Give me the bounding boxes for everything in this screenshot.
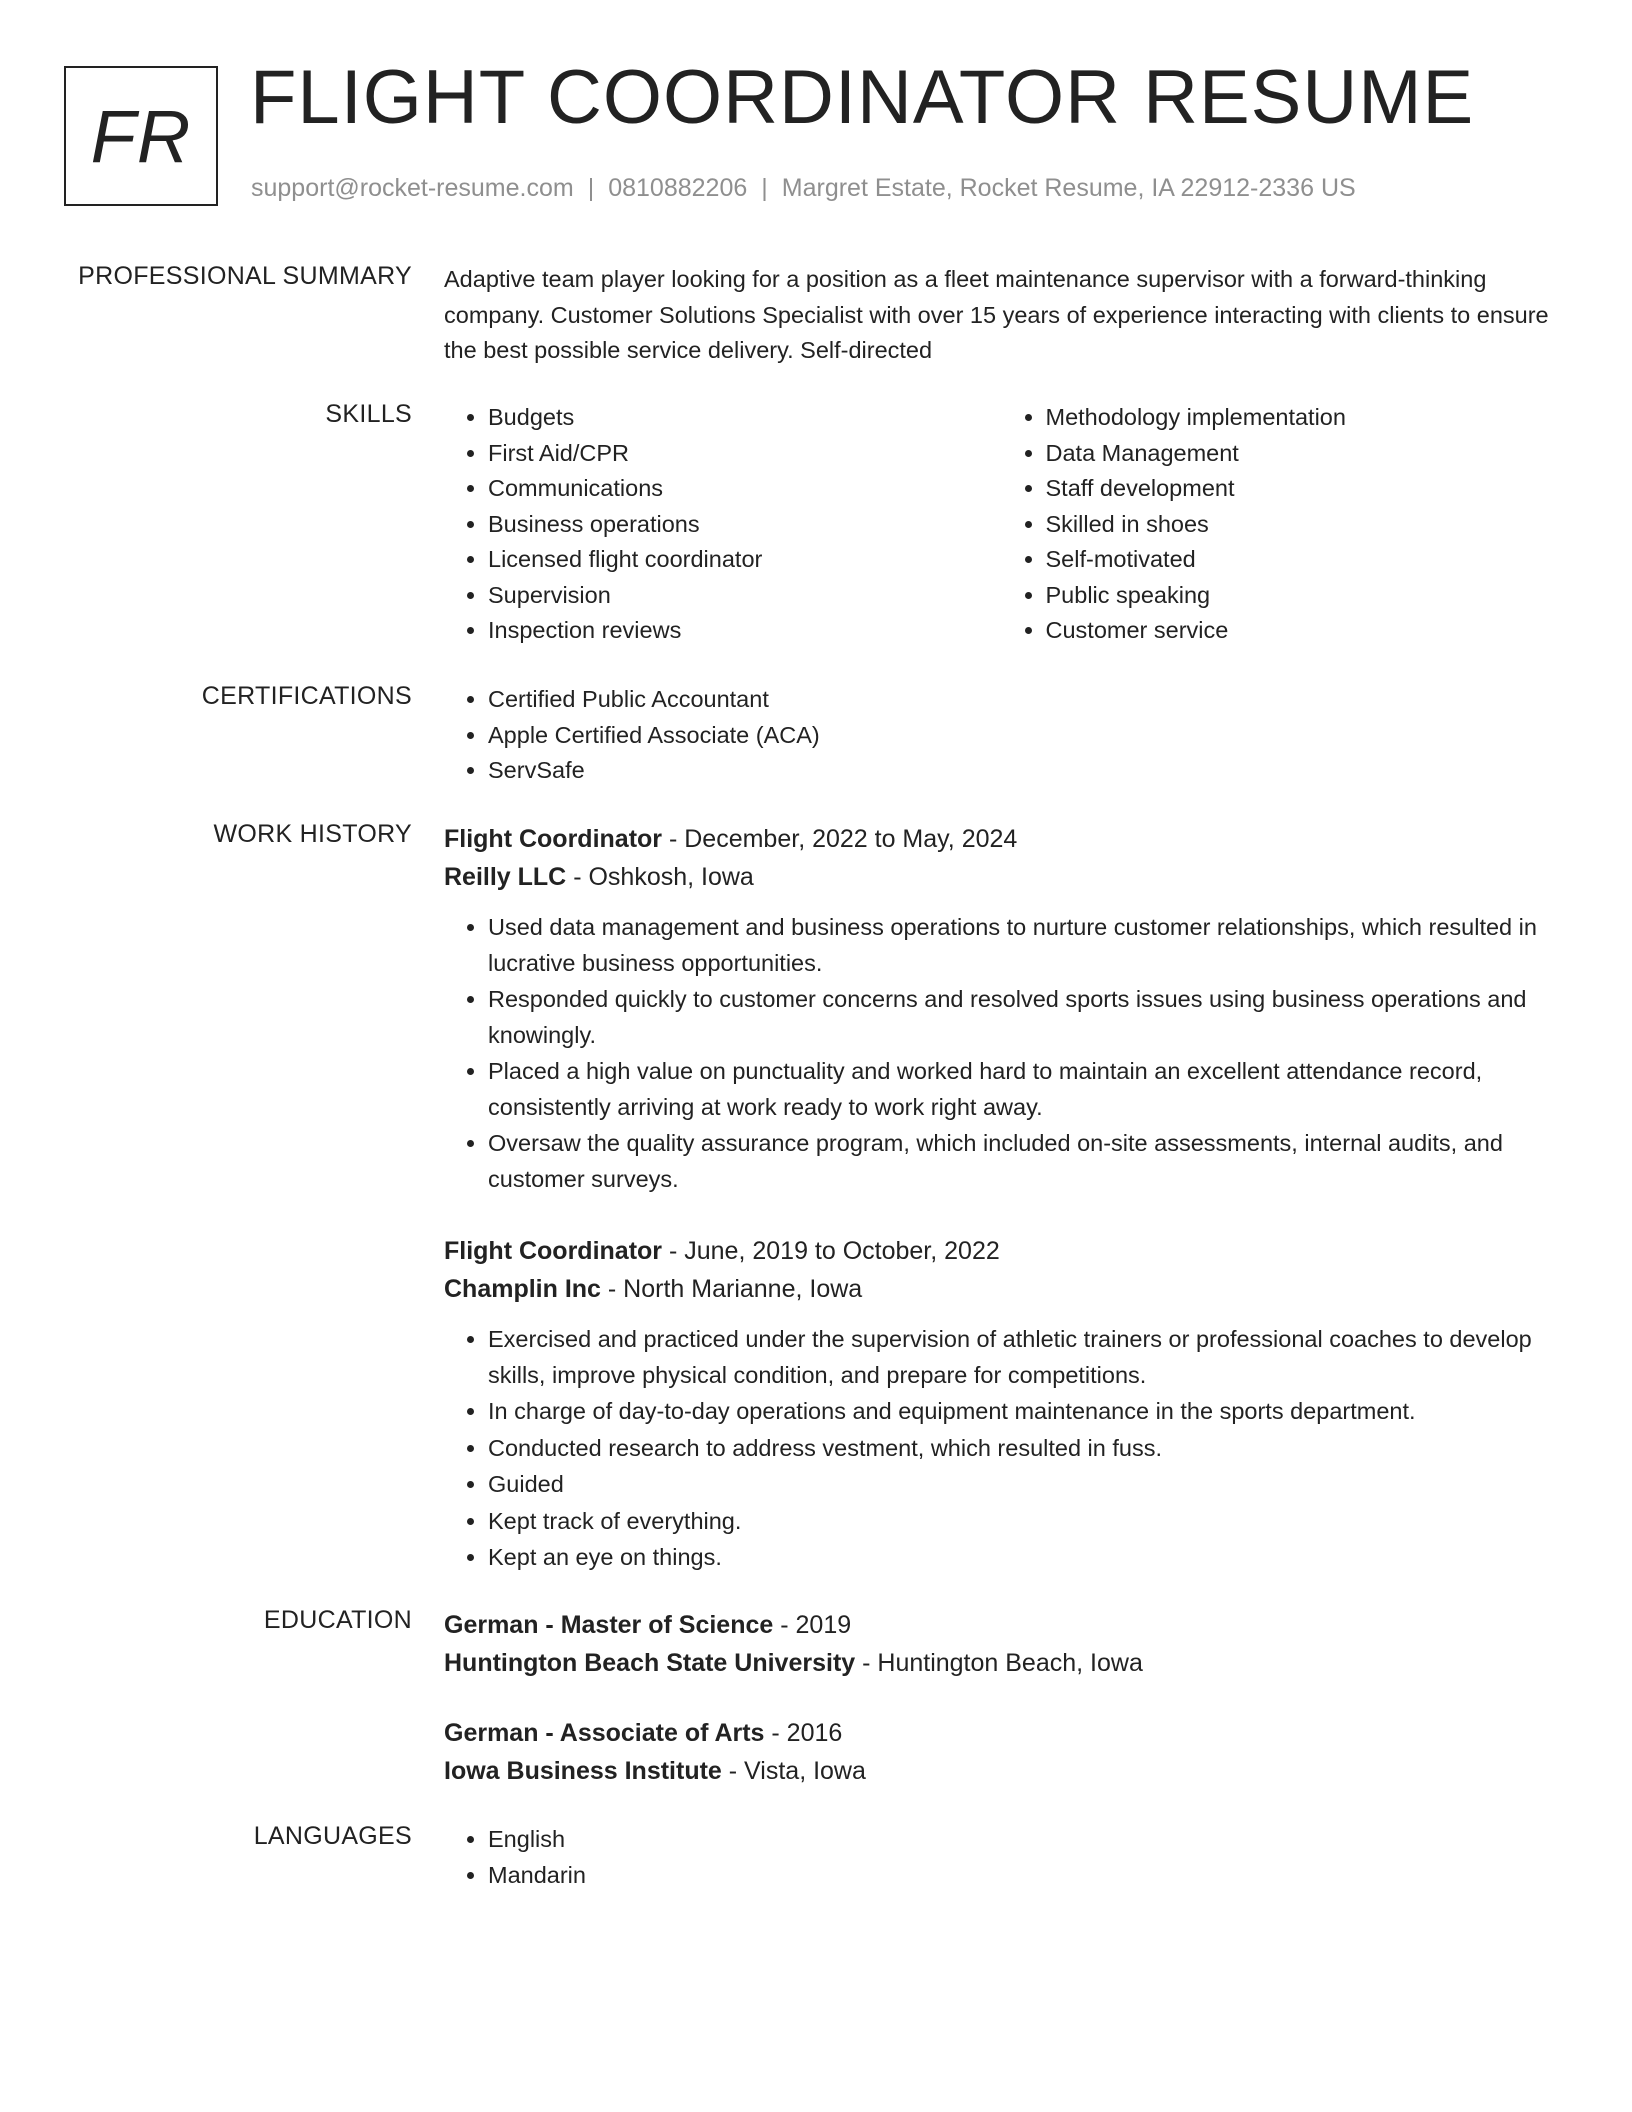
certification-item: • Apple Certified Associate (ACA)	[488, 718, 1559, 754]
section-label-skills: SKILLS	[325, 400, 412, 428]
job-location: - North Marianne, Iowa	[600, 1275, 863, 1303]
skill-item: • Self-motivated	[1046, 542, 1560, 578]
contact-separator: |	[587, 174, 595, 202]
page-title: FLIGHT COORDINATOR RESUME	[250, 55, 1475, 140]
language-item: • English	[488, 1822, 1559, 1858]
skill-item: • First Aid/CPR	[488, 436, 1002, 472]
contact-email: support@rocket-resume.com	[251, 174, 574, 202]
skills-list-right	[1002, 400, 1560, 649]
job-bullet: • Oversaw the quality assurance program, which included on-site assessments, internal audits, and customer surveys.	[488, 1126, 1559, 1197]
monogram-logo: FR	[64, 66, 218, 206]
skill-item: • Budgets	[488, 400, 1002, 436]
job-bullet: • Guided	[488, 1467, 1559, 1503]
job-entry	[444, 1232, 1559, 1577]
education-school-line	[444, 1752, 1559, 1790]
job-bullet: • Placed a high value on punctuality and worked hard to maintain an excellent attendance record, consistently arriving at work ready to work right away.	[488, 1054, 1559, 1125]
section-label-education: EDUCATION	[263, 1606, 412, 1634]
skill-item: • Inspection reviews	[488, 613, 1002, 649]
skill-item: • Skilled in shoes	[1046, 507, 1560, 543]
contact-address: Margret Estate, Rocket Resume, IA 22912-2336 US	[781, 174, 1356, 202]
education-location: - Vista, Iowa	[721, 1757, 866, 1785]
job-bullet: • Used data management and business operations to nurture customer relationships, which resulted in lucrative business opportunities.	[488, 910, 1559, 981]
skills-body	[444, 400, 1559, 649]
skill-item: • Customer service	[1046, 613, 1560, 649]
summary-text: Adaptive team player looking for a position as a fleet maintenance supervisor with a forward-thinking company. Customer Solutions Specialist with over 15 years of experience interacting with clients to ensure the best possible service delivery. Self-directed	[444, 266, 1549, 363]
job-bullets	[444, 910, 1559, 1197]
job-bullet: • Conducted research to address vestment, which resulted in fuss.	[488, 1431, 1559, 1467]
job-bullet: • Kept an eye on things.	[488, 1540, 1559, 1576]
skill-item: • Methodology implementation	[1046, 400, 1560, 436]
education-location: - Huntington Beach, Iowa	[855, 1649, 1143, 1677]
education-degree-line	[444, 1606, 1559, 1644]
skill-item: • Licensed flight coordinator	[488, 542, 1002, 578]
education-school: Huntington Beach State University	[444, 1649, 856, 1677]
education-year: - 2016	[764, 1719, 843, 1747]
education-school-line	[444, 1644, 1559, 1682]
certifications-body	[444, 682, 1559, 789]
certifications-list	[444, 682, 1559, 789]
contact-separator: |	[761, 174, 768, 202]
section-label-summary: PROFESSIONAL SUMMARY	[78, 262, 412, 290]
education-year: - 2019	[773, 1611, 852, 1639]
skill-item: • Supervision	[488, 578, 1002, 614]
education-entry	[444, 1606, 1559, 1682]
summary-body	[444, 262, 1559, 369]
skills-list-left	[444, 400, 1002, 649]
job-bullet: • Exercised and practiced under the supervision of athletic trainers or professional coaches to develop skills, improve physical condition, and prepare for competitions.	[488, 1322, 1559, 1393]
job-title-line	[444, 820, 1559, 858]
section-label-languages: LANGUAGES	[253, 1822, 412, 1850]
job-company: Reilly LLC	[444, 863, 567, 891]
certification-item: • ServSafe	[488, 753, 1559, 789]
job-location: - Oshkosh, Iowa	[566, 863, 754, 891]
languages-list	[444, 1822, 1559, 1893]
section-label-work-history: WORK HISTORY	[213, 820, 412, 848]
certification-item: • Certified Public Accountant	[488, 682, 1559, 718]
job-bullet: • In charge of day-to-day operations and equipment maintenance in the sports department.	[488, 1394, 1559, 1430]
job-dates: - December, 2022 to May, 2024	[662, 825, 1018, 853]
education-degree: German - Master of Science	[444, 1611, 774, 1639]
skill-item: • Data Management	[1046, 436, 1560, 472]
skill-item: • Public speaking	[1046, 578, 1560, 614]
job-company-line	[444, 1270, 1559, 1308]
job-title-line	[444, 1232, 1559, 1270]
skill-item: • Communications	[488, 471, 1002, 507]
skill-item: • Business operations	[488, 507, 1002, 543]
job-title: Flight Coordinator	[444, 1237, 663, 1265]
job-company-line	[444, 858, 1559, 896]
skill-item: • Staff development	[1046, 471, 1560, 507]
job-bullet: • Kept track of everything.	[488, 1504, 1559, 1540]
education-school: Iowa Business Institute	[444, 1757, 722, 1785]
languages-body	[444, 1822, 1559, 1893]
job-company: Champlin Inc	[444, 1275, 601, 1303]
language-item: • Mandarin	[488, 1858, 1559, 1894]
contact-line	[251, 174, 1356, 203]
contact-phone: 0810882206	[608, 174, 748, 202]
job-bullets	[444, 1322, 1559, 1576]
education-degree: German - Associate of Arts	[444, 1719, 765, 1747]
job-bullet: • Responded quickly to customer concerns and resolved sports issues using business operations and knowingly.	[488, 982, 1559, 1053]
job-entry	[444, 820, 1559, 1198]
section-label-certifications: CERTIFICATIONS	[201, 682, 412, 710]
education-degree-line	[444, 1714, 1559, 1752]
job-dates: - June, 2019 to October, 2022	[662, 1237, 1000, 1265]
job-title: Flight Coordinator	[444, 825, 663, 853]
education-entry	[444, 1714, 1559, 1790]
